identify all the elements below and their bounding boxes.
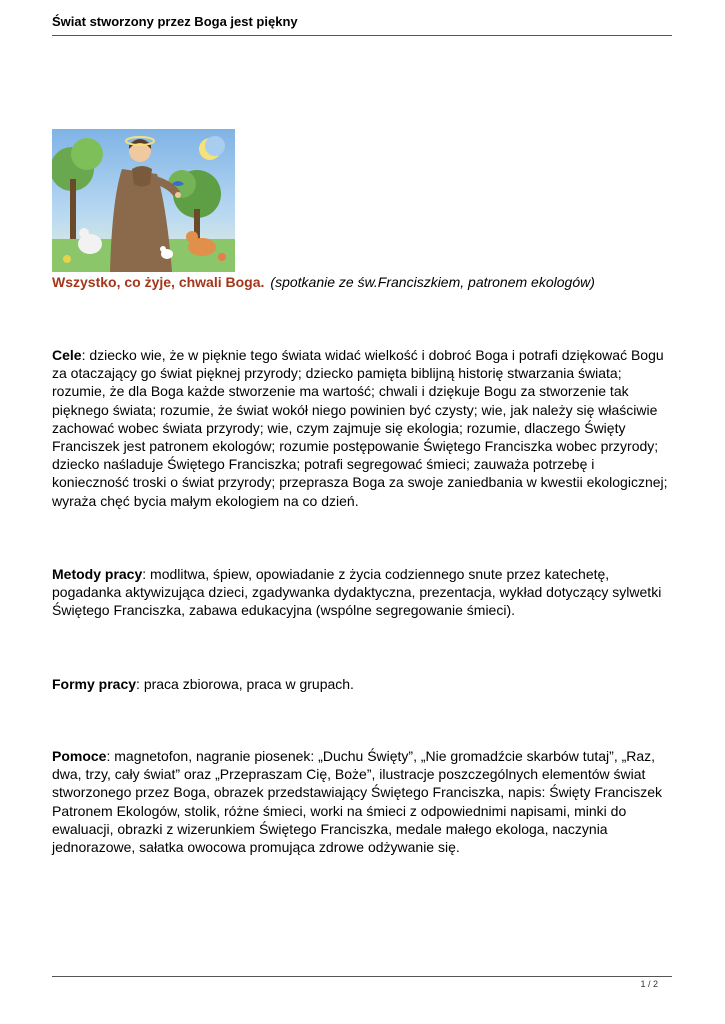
section-cele-label: Cele — [52, 347, 82, 363]
section-pomoce-label: Pomoce — [52, 748, 107, 764]
section-pomoce — [52, 747, 672, 856]
section-metody-label: Metody pracy — [52, 566, 143, 582]
page-title: Świat stworzony przez Boga jest piękny — [52, 14, 298, 29]
section-cele — [52, 346, 672, 510]
lesson-title: Wszystko, co żyje, chwali Boga. — [52, 274, 265, 290]
page-number: 1 / 2 — [640, 979, 658, 989]
section-pomoce-text: : magnetofon, nagranie piosenek: „Duchu Święty”, „Nie gromadźcie skarbów tutaj”, „Raz, dwa, trzy, cały świat” oraz „Przepraszam Cię, Boże”, ilustracje poszczególnych elementów świat stworzonego przez Boga, obrazek przedstawiający Świętego Franciszka, napis: Święty Franciszek Patronem Ekologów, stolik, różne śmieci, worki na śmieci z odpowiednimi napisami, minki do ewaluacji, obrazki z wizerunkiem Świętego Franciszka, medale małego ekologa, naczynia jednorazowe, sałatka owocowa promująca zdrowe odżywanie się. — [52, 748, 663, 856]
section-formy — [52, 675, 672, 693]
section-metody-text: : modlitwa, śpiew, opowiadanie z życia codziennego snute przez katechetę, pogadanka aktywizująca dzieci, zgadywanka dydaktyczna, prezentacja, wykład dotyczący sylwetki Świętego Franciszka, zabawa edukacyjna (wspólne segregowanie śmieci). — [52, 566, 662, 619]
section-metody — [52, 565, 672, 620]
lesson-subtitle — [52, 273, 692, 291]
section-formy-label: Formy pracy — [52, 676, 137, 692]
section-cele-text: : dziecko wie, że w pięknie tego świata widać wielkość i dobroć Boga i potrafi dziękować Bogu za otaczający go świat pięknej przyrody; dziecko pamięta biblijną historię stwarzania świata; rozumie, że dla Boga każde stworzenie ma wartość; chwali i dziękuje Bogu za stworzenie tak pięknego świata; rozumie, że świat wokół niego powinien być czysty; wie, jak należy się właściwie zachować wobec świata przyrody; wie, czym zajmuje się ekologia; rozumie, dlaczego Święty Franciszek jest patronem ekologów; rozumie postępowanie Świętego Franciszka wobec przyrody; dziecko naśladuje Świętego Franciszka; potrafi segregować śmieci; zauważa potrzebę i konieczność troski o świat przyrody; przeprasza Boga za swoje zaniedbania w kwestii ekologicznej; wyraża chęć bycia małym ekologiem na co dzień. — [52, 347, 668, 509]
lesson-note: (spotkanie ze św.Franciszkiem, patronem ekologów) — [270, 274, 595, 290]
header-divider — [52, 35, 672, 36]
section-formy-text: : praca zbiorowa, praca w grupach. — [136, 676, 354, 692]
footer-divider — [52, 976, 672, 977]
saint-francis-with-animals-icon — [52, 129, 235, 272]
